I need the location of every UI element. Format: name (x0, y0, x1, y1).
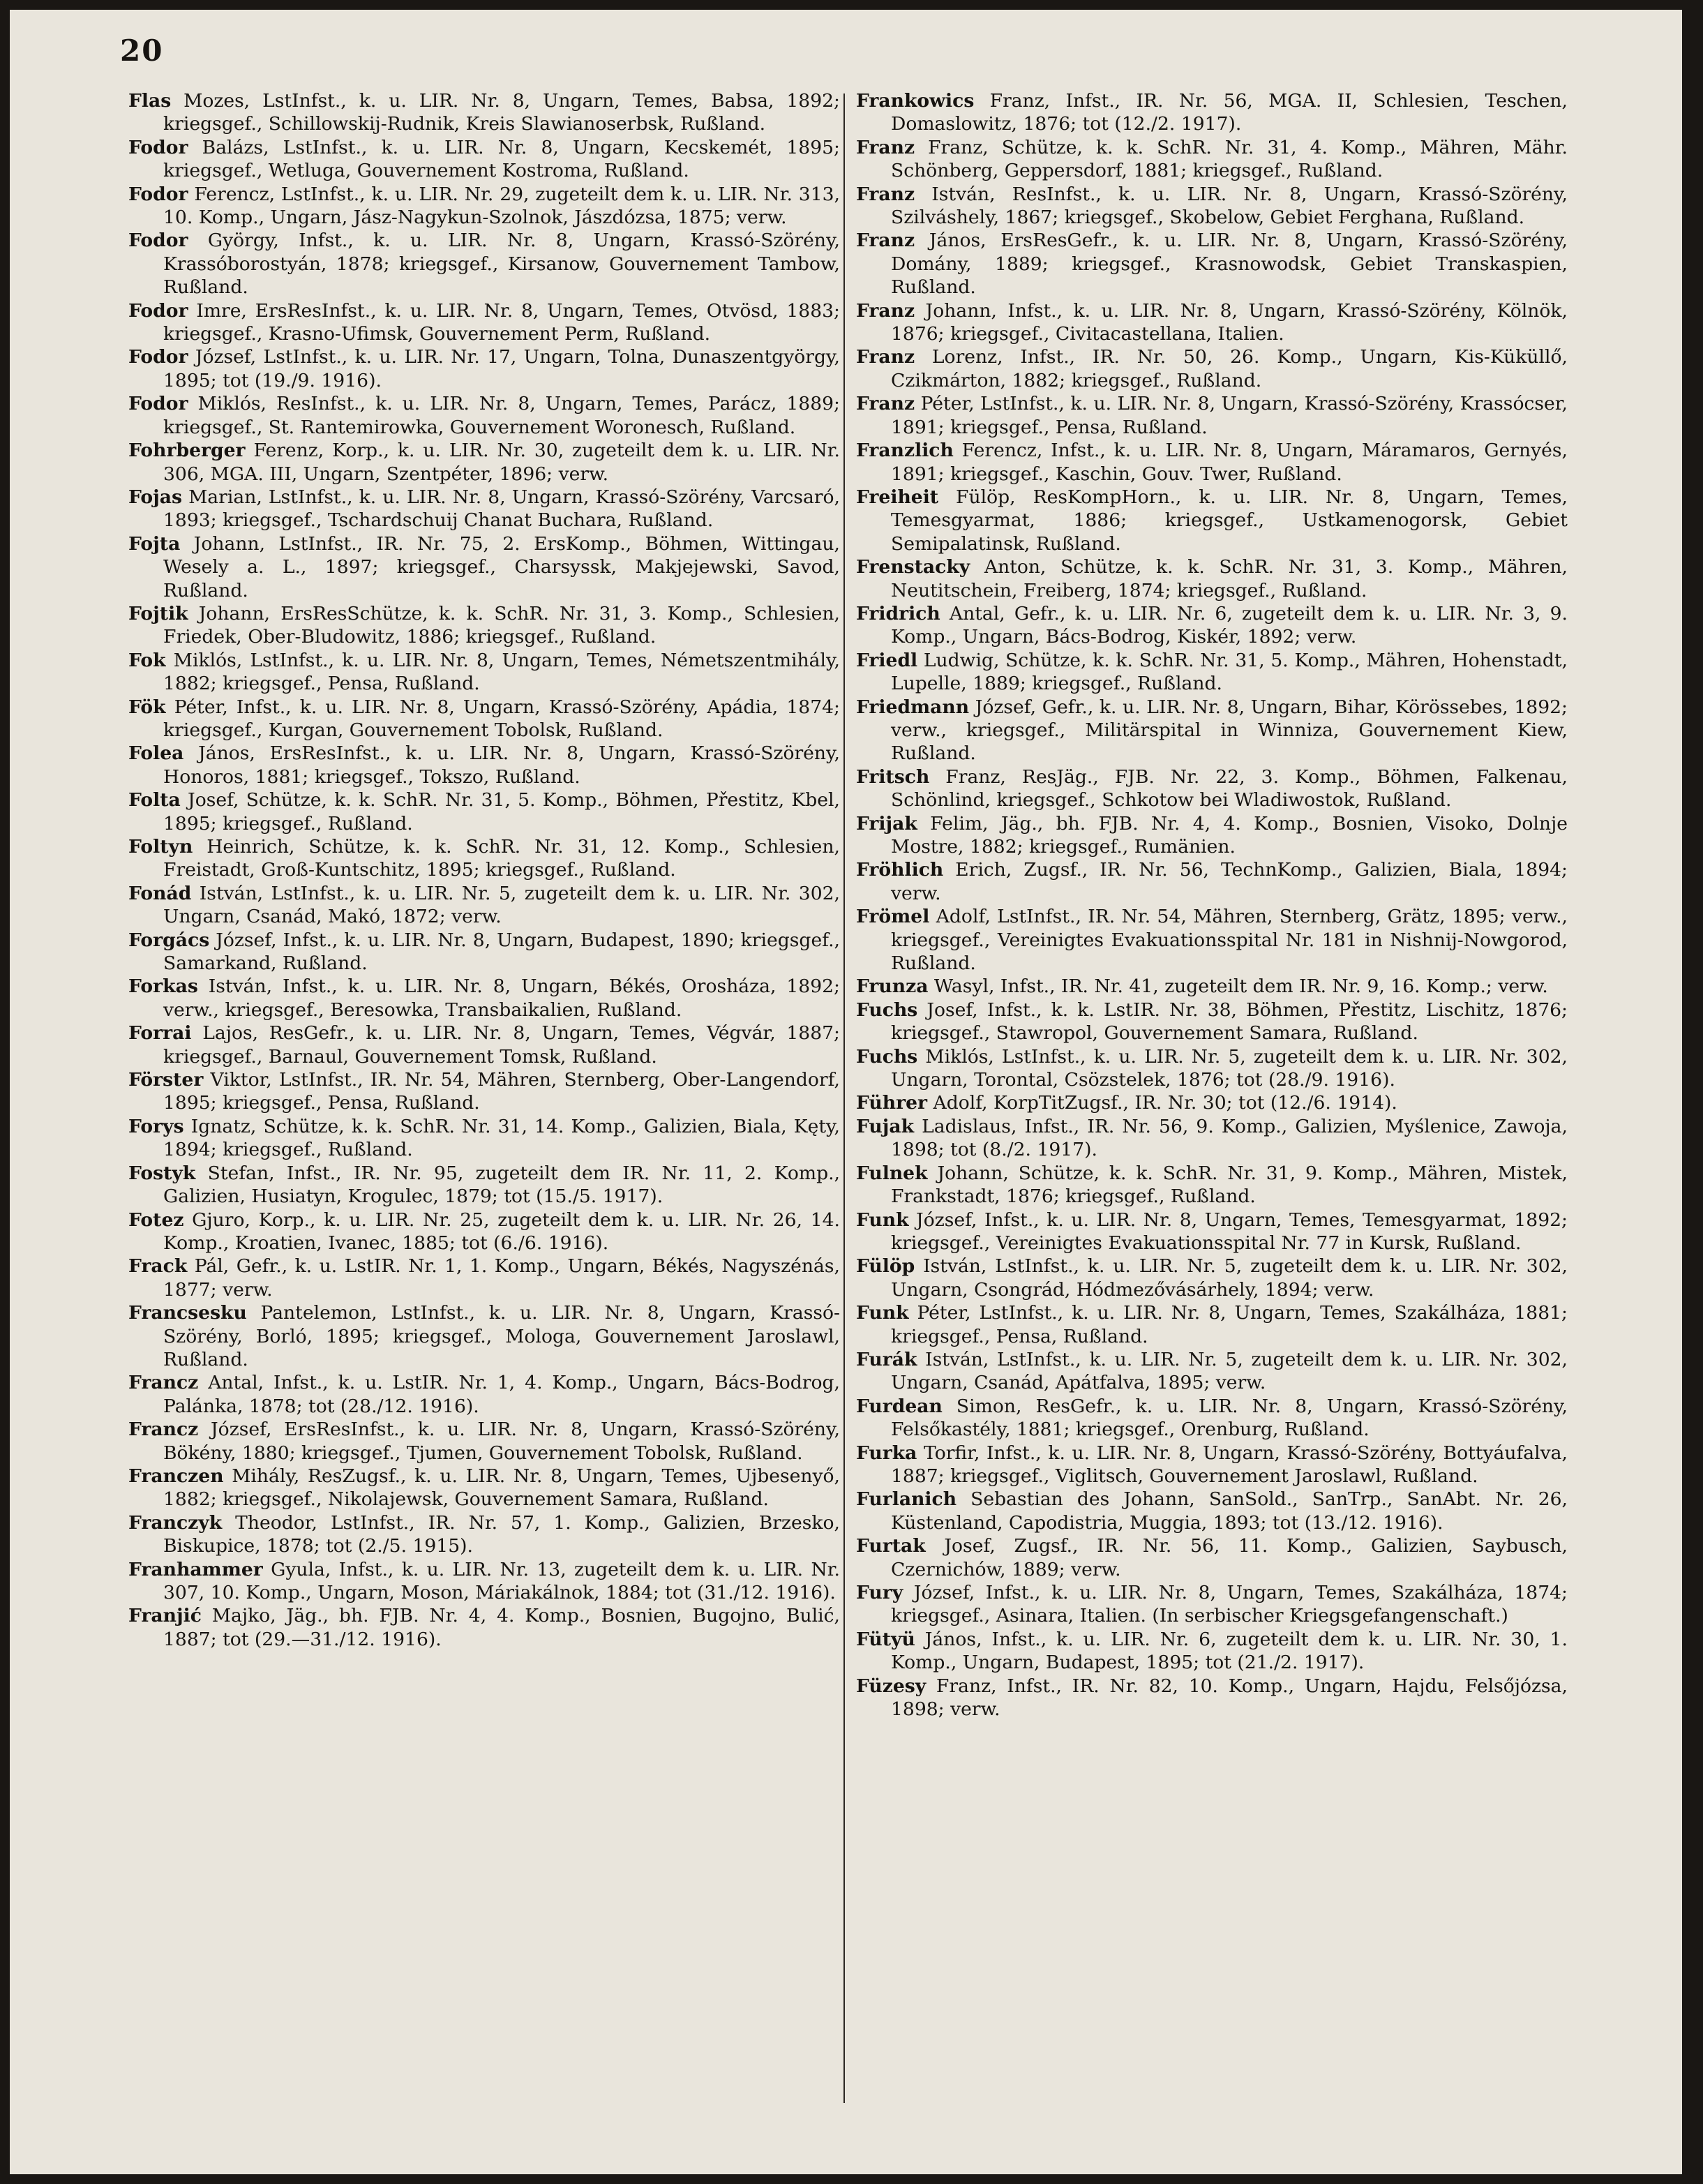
entry-details: Simon, ResGefr., k. u. LIR. Nr. 8, Ungarn, Krassó-Szörény, Felsőkastély, 1881; kriegsgef., Orenburg, Rußland. (891, 1395, 1568, 1441)
entry-details: Ladislaus, Infst., IR. Nr. 56, 9. Komp., Galizien, Myślenice, Zawoja, 1898; tot (8./2. 1917). (891, 1115, 1568, 1161)
entry-details: Ignatz, Schütze, k. k. SchR. Nr. 31, 14. Komp., Galizien, Biala, Kęty, 1894; kriegsgef., Rußland. (163, 1115, 840, 1161)
register-entry (856, 1301, 1568, 1348)
register-entry (856, 229, 1568, 299)
entry-details: Theodor, LstInfst., IR. Nr. 57, 1. Komp., Galizien, Brzesko, Biskupice, 1878; tot (2./5. 1915). (163, 1511, 840, 1557)
entry-details: Johann, ErsResSchütze, k. k. SchR. Nr. 31, 3. Komp., Schlesien, Friedek, Ober-Bludowitz, 1886; kriegsgef., Rußland. (163, 602, 840, 648)
entry-details: János, ErsResInfst., k. u. LIR. Nr. 8, Ungarn, Krassó-Szörény, Honoros, 1881; kriegsgef., Tokszo, Rußland. (163, 742, 840, 788)
register-entry (856, 1091, 1568, 1114)
register-entry (128, 835, 840, 882)
entry-surname: Frunza (856, 975, 929, 998)
entry-surname: Forrai (128, 1022, 192, 1045)
register-entry (128, 299, 840, 346)
entry-details: István, ResInfst., k. u. LIR. Nr. 8, Ungarn, Krassó-Szörény, Szilváshely, 1867; kriegsgef., Skobelow, Gebiet Ferghana, Rußland. (891, 183, 1568, 229)
entry-surname: Francz (128, 1419, 199, 1441)
entry-surname: Furka (856, 1442, 917, 1464)
register-entry (856, 1162, 1568, 1209)
register-entry (128, 602, 840, 649)
entry-details: Miklós, LstInfst., k. u. LIR. Nr. 8, Ungarn, Temes, Németszentmihály, 1882; kriegsgef., Pensa, Rußland. (163, 649, 840, 695)
entry-details: Johann, Infst., k. u. LIR. Nr. 8, Ungarn, Krassó-Szörény, Kölnök, 1876; kriegsgef., Civitacastellana, Italien. (891, 299, 1568, 345)
entry-details: Felim, Jäg., bh. FJB. Nr. 4, 4. Komp., Bosnien, Visoko, Dolnje Mostre, 1882; kriegsgef., Rumänien. (891, 812, 1568, 858)
register-entry (128, 532, 840, 602)
entry-details: Josef, Zugsf., IR. Nr. 56, 11. Komp., Galizien, Saybusch, Czernichów, 1889; verw. (891, 1535, 1568, 1580)
entry-surname: Fojas (128, 486, 182, 508)
entry-surname: Franjić (128, 1605, 202, 1627)
register-entry (856, 299, 1568, 346)
entry-surname: Fuchs (856, 1045, 918, 1068)
entry-surname: Fonád (128, 882, 192, 904)
entry-details: Wasyl, Infst., IR. Nr. 41, zugeteilt dem IR. Nr. 9, 16. Komp.; verw. (928, 975, 1548, 998)
entry-surname: Fulnek (856, 1162, 928, 1184)
entry-surname: Franczyk (128, 1511, 223, 1534)
entry-details: Antal, Infst., k. u. LstIR. Nr. 1, 4. Komp., Ungarn, Bács-Bodrog, Palánka, 1878; tot (28./12. 1916). (163, 1372, 840, 1417)
entry-surname: Fök (128, 696, 166, 718)
entry-surname: Franhammer (128, 1558, 263, 1580)
entry-surname: Fujak (856, 1115, 915, 1137)
entry-surname: Furtak (856, 1535, 926, 1557)
entry-surname: Franzlich (856, 440, 954, 462)
entry-details: Johann, Schütze, k. k. SchR. Nr. 31, 9. Komp., Mähren, Mistek, Frankstadt, 1876; kriegsgef., Rußland. (891, 1162, 1568, 1208)
register-entry (128, 439, 840, 486)
entry-details: Heinrich, Schütze, k. k. SchR. Nr. 31, 12. Komp., Schlesien, Freistadt, Groß-Kuntschitz, 1895; kriegsgef., Rußland. (163, 836, 840, 881)
register-entry (128, 1418, 840, 1465)
entry-details: Balázs, LstInfst., k. u. LIR. Nr. 8, Ungarn, Kecskemét, 1895; kriegsgef., Wetluga, Gouvernement Kostroma, Rußland. (163, 136, 840, 182)
entry-details: Péter, LstInfst., k. u. LIR. Nr. 8, Ungarn, Temes, Szakálháza, 1881; kriegsgef., Pensa, Rußland. (891, 1302, 1568, 1347)
register-entry (856, 905, 1568, 975)
register-entry (128, 1604, 840, 1651)
entry-details: Ludwig, Schütze, k. k. SchR. Nr. 31, 5. Komp., Mähren, Hohenstadt, Lupelle, 1889; kriegsgef., Rußland. (891, 649, 1568, 695)
entry-details: Imre, ErsResInfst., k. u. LIR. Nr. 8, Ungarn, Temes, Otvösd, 1883; kriegsgef., Krasno-Ufimsk, Gouvernement Perm, Rußland. (163, 299, 840, 345)
entry-details: Anton, Schütze, k. k. SchR. Nr. 31, 3. Komp., Mähren, Neutitschein, Freiberg, 1874; kriegsgef., Rußland. (891, 556, 1568, 601)
register-entry (128, 1022, 840, 1068)
register-entry (856, 602, 1568, 649)
register-entry (856, 1581, 1568, 1628)
register-entry (856, 136, 1568, 183)
left-column (128, 89, 840, 1651)
entry-surname: Fok (128, 649, 166, 671)
entry-surname: Fridrich (856, 602, 940, 624)
entry-details: József, ErsResInfst., k. u. LIR. Nr. 8, Ungarn, Krassó-Szörény, Bökény, 1880; kriegsgef., Tjumen, Gouvernement Tobolsk, Rußland. (163, 1419, 840, 1464)
register-entry (856, 858, 1568, 905)
column-divider (843, 94, 845, 2103)
entry-surname: Fröhlich (856, 859, 944, 881)
register-entry (856, 696, 1568, 765)
register-entry (856, 975, 1568, 998)
entry-details: Antal, Gefr., k. u. LIR. Nr. 6, zugeteilt dem k. u. LIR. Nr. 3, 9. Komp., Ungarn, Bács-Bodrog, Kiskér, 1892; verw. (891, 602, 1568, 648)
register-entry (856, 89, 1568, 136)
entry-details: Josef, Infst., k. k. LstIR. Nr. 38, Böhmen, Přestitz, Lischitz, 1876; kriegsgef., Stawropol, Gouvernement Samara, Rußland. (891, 998, 1568, 1045)
register-entry (856, 1628, 1568, 1675)
register-entry (128, 742, 840, 788)
register-entry (128, 345, 840, 392)
entry-surname: Frömel (856, 906, 930, 928)
entry-details: József, Infst., k. u. LIR. Nr. 8, Ungarn, Budapest, 1890; kriegsgef., Samarkand, Rußland. (163, 929, 840, 975)
entry-details: Ferenz, Korp., k. u. LIR. Nr. 30, zugeteilt dem k. u. LIR. Nr. 306, MGA. III, Ungarn, Szentpéter, 1896; verw. (163, 440, 840, 485)
entry-surname: Forys (128, 1115, 184, 1137)
register-entry (128, 229, 840, 299)
entry-details: Ferencz, Infst., k. u. LIR. Nr. 8, Ungarn, Máramaros, Gernyés, 1891; kriegsgef., Kaschin, Gouv. Twer, Rußland. (891, 440, 1568, 485)
register-entry (128, 89, 840, 136)
entry-details: Pantelemon, LstInfst., k. u. LIR. Nr. 8, Ungarn, Krassó-Szörény, Borló, 1895; kriegsgef., Mologa, Gouvernement Jaroslawl, Rußland. (163, 1302, 840, 1370)
register-entry (856, 1534, 1568, 1581)
register-entry (856, 555, 1568, 602)
entry-surname: Franczen (128, 1465, 224, 1487)
entry-details: Franz, Infst., IR. Nr. 82, 10. Komp., Ungarn, Hajdu, Felsőjózsa, 1898; verw. (891, 1675, 1568, 1721)
register-entry (128, 882, 840, 929)
register-entry (856, 392, 1568, 439)
register-entry (856, 998, 1568, 1045)
register-entry (856, 1348, 1568, 1395)
entry-surname: Foltyn (128, 836, 193, 858)
right-column (856, 89, 1568, 1721)
entry-surname: Fodor (128, 346, 188, 368)
register-entry (128, 1371, 840, 1418)
entry-details: József, LstInfst., k. u. LIR. Nr. 17, Ungarn, Tolna, Dunaszentgyörgy, 1895; tot (19./9. 1916). (163, 346, 840, 391)
entry-surname: Fodor (128, 136, 188, 158)
entry-surname: Fodor (128, 393, 188, 415)
entry-surname: Furlanich (856, 1488, 957, 1511)
entry-surname: Folta (128, 789, 181, 811)
register-entry (856, 1675, 1568, 1721)
register-entry (128, 1068, 840, 1115)
entry-details: Lajos, ResGefr., k. u. LIR. Nr. 8, Ungarn, Temes, Végvár, 1887; kriegsgef., Barnaul, Gouvernement Tomsk, Rußland. (163, 1022, 840, 1068)
entry-details: Ferencz, LstInfst., k. u. LIR. Nr. 29, zugeteilt dem k. u. LIR. Nr. 313, 10. Komp., Ungarn, Jász-Nagykun-Szolnok, Jászdózsa, 1875; verw. (163, 183, 840, 229)
entry-surname: Franz (856, 299, 915, 322)
register-entry (856, 345, 1568, 392)
entry-details: József, Infst., k. u. LIR. Nr. 8, Ungarn, Temes, Temesgyarmat, 1892; kriegsgef., Vereinigtes Evakuationsspital Nr. 77 in Kursk, Rußland. (891, 1209, 1568, 1254)
entry-details: Mihály, ResZugsf., k. u. LIR. Nr. 8, Ungarn, Temes, Ujbesenyő, 1882; kriegsgef., Nikolajewsk, Gouvernement Samara, Rußland. (163, 1465, 840, 1511)
entry-surname: Franz (856, 230, 915, 252)
entry-surname: Francz (128, 1372, 199, 1394)
entry-surname: Fotez (128, 1209, 184, 1231)
entry-details: Viktor, LstInfst., IR. Nr. 54, Mähren, Sternberg, Ober-Langendorf, 1895; kriegsgef., Pensa, Rußland. (163, 1069, 840, 1114)
entry-details: Adolf, KorpTitZugsf., IR. Nr. 30; tot (12./6. 1914). (927, 1092, 1397, 1114)
register-entry (856, 1255, 1568, 1301)
entry-surname: Funk (856, 1209, 909, 1231)
register-entry (856, 1045, 1568, 1092)
register-entry (128, 788, 840, 835)
entry-details: Adolf, LstInfst., IR. Nr. 54, Mähren, Sternberg, Grätz, 1895; verw., kriegsgef., Vereinigtes Evakuationsspital Nr. 181 in Nishnij-Nowgorod, Rußland. (891, 906, 1568, 975)
register-entry (128, 1301, 840, 1371)
entry-surname: Funk (856, 1302, 909, 1324)
entry-details: Franz, Infst., IR. Nr. 56, MGA. II, Schlesien, Teschen, Domaslowitz, 1876; tot (12./2. 1917). (891, 90, 1568, 135)
entry-surname: Fostyk (128, 1162, 196, 1184)
register-entry (856, 1115, 1568, 1162)
entry-details: Marian, LstInfst., k. u. LIR. Nr. 8, Ungarn, Krassó-Szörény, Varcsaró, 1893; kriegsgef., Tschardschuij Chanat Buchara, Rußland. (163, 486, 840, 532)
entry-details: Péter, Infst., k. u. LIR. Nr. 8, Ungarn, Krassó-Szörény, Apádia, 1874; kriegsgef., Kurgan, Gouvernement Tobolsk, Rußland. (163, 696, 840, 741)
entry-details: Sebastian des Johann, SanSold., SanTrp., SanAbt. Nr. 26, Küstenland, Capodistria, Muggia, 1893; tot (13./12. 1916). (891, 1488, 1568, 1534)
register-entry (128, 1209, 840, 1255)
entry-details: Stefan, Infst., IR. Nr. 95, zugeteilt dem IR. Nr. 11, 2. Komp., Galizien, Husiatyn, Krogulec, 1879; tot (15./5. 1917). (163, 1162, 840, 1208)
entry-details: István, LstInfst., k. u. LIR. Nr. 5, zugeteilt dem k. u. LIR. Nr. 302, Ungarn, Csanád, Apátfalva, 1895; verw. (891, 1348, 1568, 1394)
register-entry (128, 1465, 840, 1511)
entry-surname: Frijak (856, 812, 917, 835)
entry-details: Torfir, Infst., k. u. LIR. Nr. 8, Ungarn, Krassó-Szörény, Bottyáufalva, 1887; kriegsgef., Viglitsch, Gouvernement Jaroslawl, Rußland. (891, 1442, 1568, 1487)
entry-surname: Fülöp (856, 1255, 915, 1278)
entry-surname: Fritsch (856, 765, 930, 788)
register-entry (856, 1442, 1568, 1488)
entry-surname: Flas (128, 90, 172, 112)
entry-surname: Führer (856, 1092, 928, 1114)
entry-details: Pál, Gefr., k. u. LstIR. Nr. 1, 1. Komp., Ungarn, Békés, Nagyszénás, 1877; verw. (163, 1255, 840, 1301)
entry-surname: Fohrberger (128, 440, 246, 462)
register-entry (856, 1209, 1568, 1255)
entry-surname: Forgács (128, 929, 210, 951)
register-entry (856, 439, 1568, 486)
entry-surname: Friedmann (856, 696, 970, 718)
register-entry (128, 975, 840, 1022)
entry-surname: Fodor (128, 183, 188, 205)
entry-surname: Friedl (856, 649, 918, 671)
entry-details: Majko, Jäg., bh. FJB. Nr. 4, 4. Komp., Bosnien, Bugojno, Bulić, 1887; tot (29.—31./12. 1916). (163, 1605, 840, 1650)
entry-details: Johann, LstInfst., IR. Nr. 75, 2. ErsKomp., Böhmen, Wittingau, Wesely a. L., 1897; kriegsgef., Charsyssk, Makjejewski, Savod, Rußland. (163, 532, 840, 601)
entry-surname: Folea (128, 742, 184, 765)
entry-surname: Frenstacky (856, 556, 970, 578)
entry-surname: Füzesy (856, 1675, 926, 1697)
entry-surname: Fütyü (856, 1628, 915, 1650)
entry-surname: Fodor (128, 230, 188, 252)
entry-surname: Fuchs (856, 998, 918, 1021)
register-entry (128, 392, 840, 439)
entry-surname: Franz (856, 136, 915, 158)
register-entry (128, 1255, 840, 1301)
register-entry (856, 1395, 1568, 1442)
entry-details: János, Infst., k. u. LIR. Nr. 6, zugeteilt dem k. u. LIR. Nr. 30, 1. Komp., Ungarn, Budapest, 1895; tot (21./2. 1917). (891, 1628, 1568, 1674)
entry-details: Gjuro, Korp., k. u. LIR. Nr. 25, zugeteilt dem k. u. LIR. Nr. 26, 14. Komp., Kroatien, Ivanec, 1885; tot (6./6. 1916). (163, 1209, 840, 1254)
register-entry (128, 183, 840, 230)
entry-details: István, Infst., k. u. LIR. Nr. 8, Ungarn, Békés, Orosháza, 1892; verw., kriegsgef., Beresowka, Transbaikalien, Rußland. (163, 975, 840, 1021)
entry-surname: Francsesku (128, 1302, 247, 1324)
entry-surname: Franz (856, 346, 915, 368)
register-entry (856, 649, 1568, 696)
entry-details: Miklós, ResInfst., k. u. LIR. Nr. 8, Ungarn, Temes, Parácz, 1889; kriegsgef., St. Rantemirowka, Gouvernement Woronesch, Rußland. (163, 393, 840, 438)
entry-details: Josef, Schütze, k. k. SchR. Nr. 31, 5. Komp., Böhmen, Přestitz, Kbel, 1895; kriegsgef., Rußland. (163, 789, 840, 835)
entry-surname: Förster (128, 1069, 204, 1091)
entry-details: Lorenz, Infst., IR. Nr. 50, 26. Komp., Ungarn, Kis-Küküllő, Czikmárton, 1882; kriegsgef., Rußland. (891, 346, 1568, 391)
entry-details: István, LstInfst., k. u. LIR. Nr. 5, zugeteilt dem k. u. LIR. Nr. 302, Ungarn, Csongrád, Hódmezővásárhely, 1894; verw. (891, 1255, 1568, 1301)
register-entry (856, 183, 1568, 230)
entry-details: József, Infst., k. u. LIR. Nr. 8, Ungarn, Temes, Szakálháza, 1874; kriegsgef., Asinara, Italien. (In serbischer Kriegsgefangenschaft.) (891, 1582, 1568, 1627)
entry-details: Fülöp, ResKompHorn., k. u. LIR. Nr. 8, Ungarn, Temes, Temesgyarmat, 1886; kriegsgef., Ustkamenogorsk, Gebiet Semipalatinsk, Rußland. (891, 486, 1568, 555)
register-entry (128, 136, 840, 183)
entry-details: Miklós, LstInfst., k. u. LIR. Nr. 5, zugeteilt dem k. u. LIR. Nr. 302, Ungarn, Torontal, Csözstelek, 1876; tot (28./9. 1916). (891, 1045, 1568, 1091)
register-entry (128, 1558, 840, 1605)
entry-details: József, Gefr., k. u. LIR. Nr. 8, Ungarn, Bihar, Körössebes, 1892; verw., kriegsgef., Militärspital in Winniza, Gouvernement Kiew, Rußland. (891, 696, 1568, 765)
register-entry (856, 765, 1568, 812)
register-entry (128, 649, 840, 696)
register-entry (856, 1488, 1568, 1534)
entry-details: György, Infst., k. u. LIR. Nr. 8, Ungarn, Krassó-Szörény, Krassóborostyán, 1878; kriegsgef., Kirsanow, Gouvernement Tambow, Rußland. (163, 230, 840, 299)
entry-surname: Furák (856, 1348, 917, 1370)
register-entry (128, 1162, 840, 1209)
entry-surname: Forkas (128, 975, 198, 998)
entry-surname: Franz (856, 183, 915, 205)
register-entry (128, 696, 840, 742)
entry-surname: Freiheit (856, 486, 939, 508)
register-entry (856, 486, 1568, 555)
entry-surname: Franz (856, 393, 915, 415)
entry-surname: Furdean (856, 1395, 943, 1417)
entry-details: István, LstInfst., k. u. LIR. Nr. 5, zugeteilt dem k. u. LIR. Nr. 302, Ungarn, Csanád, Makó, 1872; verw. (163, 882, 840, 928)
entry-details: Mozes, LstInfst., k. u. LIR. Nr. 8, Ungarn, Temes, Babsa, 1892; kriegsgef., Schillowskij-Rudnik, Kreis Slawianoserbsk, Rußland. (163, 90, 840, 135)
entry-details: Péter, LstInfst., k. u. LIR. Nr. 8, Ungarn, Krassó-Szörény, Krassócser, 1891; kriegsgef., Pensa, Rußland. (891, 393, 1568, 438)
entry-details: Franz, ResJäg., FJB. Nr. 22, 3. Komp., Böhmen, Falkenau, Schönlind, kriegsgef., Schkotow bei Wladiwostok, Rußland. (891, 765, 1568, 811)
entry-surname: Fojtik (128, 602, 188, 624)
entry-details: Erich, Zugsf., IR. Nr. 56, TechnKomp., Galizien, Biala, 1894; verw. (891, 859, 1568, 904)
page-number: 20 (120, 33, 164, 68)
entry-details: Franz, Schütze, k. k. SchR. Nr. 31, 4. Komp., Mähren, Mähr. Schönberg, Geppersdorf, 1881; kriegsgef., Rußland. (891, 136, 1568, 182)
entry-surname: Fodor (128, 299, 188, 322)
entry-details: János, ErsResGefr., k. u. LIR. Nr. 8, Ungarn, Krassó-Szörény, Domány, 1889; kriegsgef., Krasnowodsk, Gebiet Transkaspien, Rußland. (891, 230, 1568, 299)
entry-surname: Frankowics (856, 90, 975, 112)
entry-details: Gyula, Infst., k. u. LIR. Nr. 13, zugeteilt dem k. u. LIR. Nr. 307, 10. Komp., Ungarn, Moson, Máriakálnok, 1884; tot (31./12. 1916). (163, 1558, 840, 1603)
entry-surname: Fojta (128, 532, 181, 555)
register-entry (128, 929, 840, 975)
register-entry (128, 1115, 840, 1162)
register-entry (856, 812, 1568, 859)
entry-surname: Fury (856, 1582, 903, 1603)
register-entry (128, 486, 840, 532)
register-entry (128, 1511, 840, 1558)
entry-surname: Frack (128, 1255, 188, 1278)
